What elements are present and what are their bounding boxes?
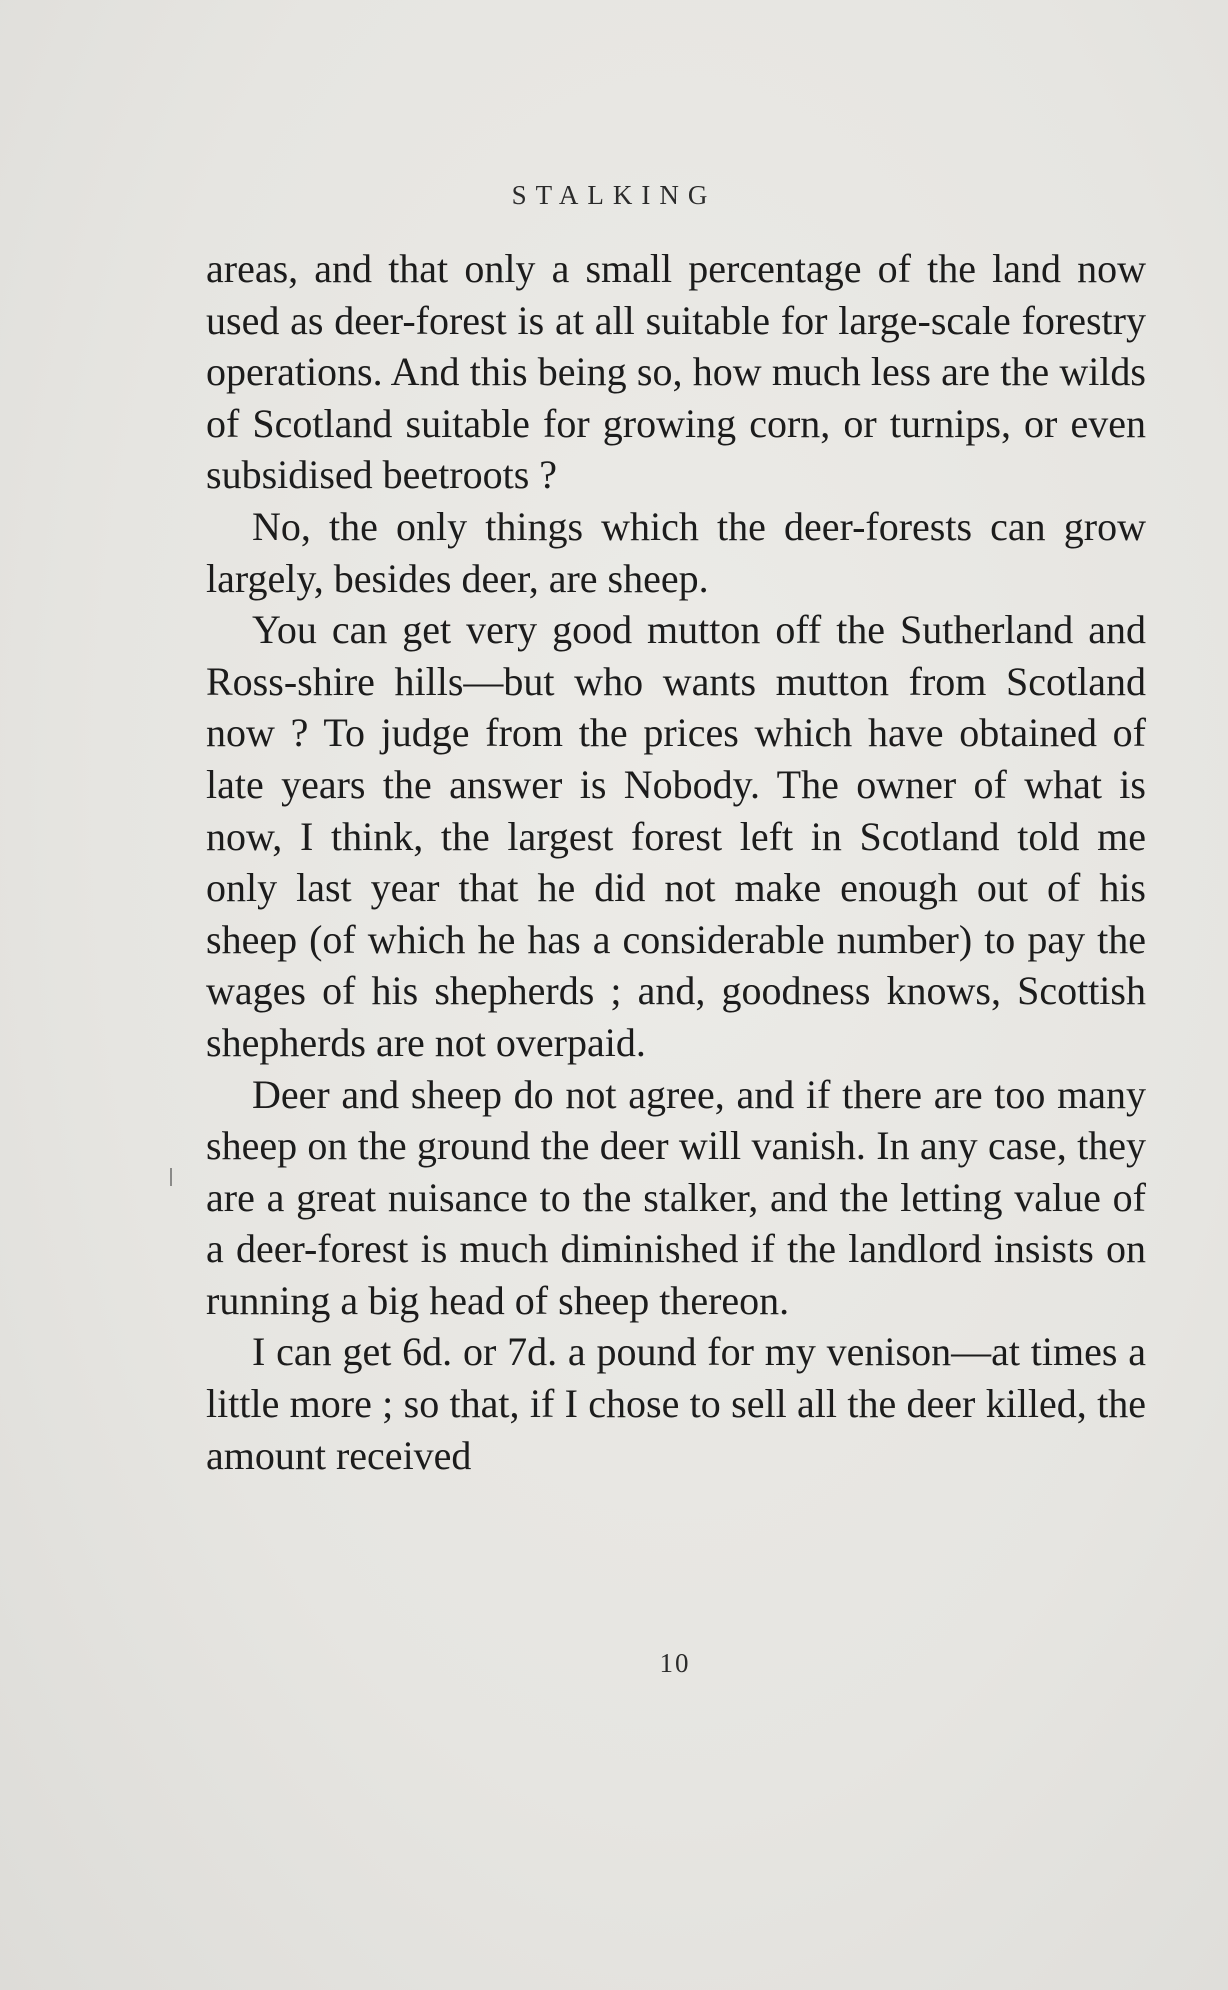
body-text (206, 243, 1146, 1481)
paragraph: Deer and sheep do not agree, and if there are too many sheep on the ground the deer will vanish. In any case, they are a great nuisance to the stalker, and the letting value of a deer-forest is much diminished if the landlord insists on running a big head of sheep thereon. (206, 1071, 1146, 1323)
paragraph: I can get 6d. or 7d. a pound for my venison—at times a little more ; so that, if I chose to sell all the deer killed, the amount received (206, 1329, 1146, 1478)
paragraph-continued: areas, and that only a small percentage of the land now used as deer-forest is at all suitable for large-scale forestry operations. And this being so, how much less are the wilds of Scotland suitable for growing corn, or turnips, or even subsidised beetroots ? (206, 246, 1146, 498)
margin-mark (170, 1168, 172, 1186)
page-number: 10 (659, 1648, 691, 1678)
paragraph: You can get very good mutton off the Sutherland and Ross-shire hills—but who wants mutton from Scotland now ? To judge from the prices which have obtained of late years the answer is Nobody. The owner of what is now, I think, the largest forest left in Scotland told me only last year that he did not make enough out of his sheep (of which he has a considerable number) to pay the wages of his shepherds ; and, goodness knows, Scottish shepherds are not overpaid. (206, 607, 1146, 1065)
paragraph: No, the only things which the deer-forests can grow largely, besides deer, are sheep. (206, 503, 1146, 601)
running-head: STALKING (511, 180, 717, 210)
